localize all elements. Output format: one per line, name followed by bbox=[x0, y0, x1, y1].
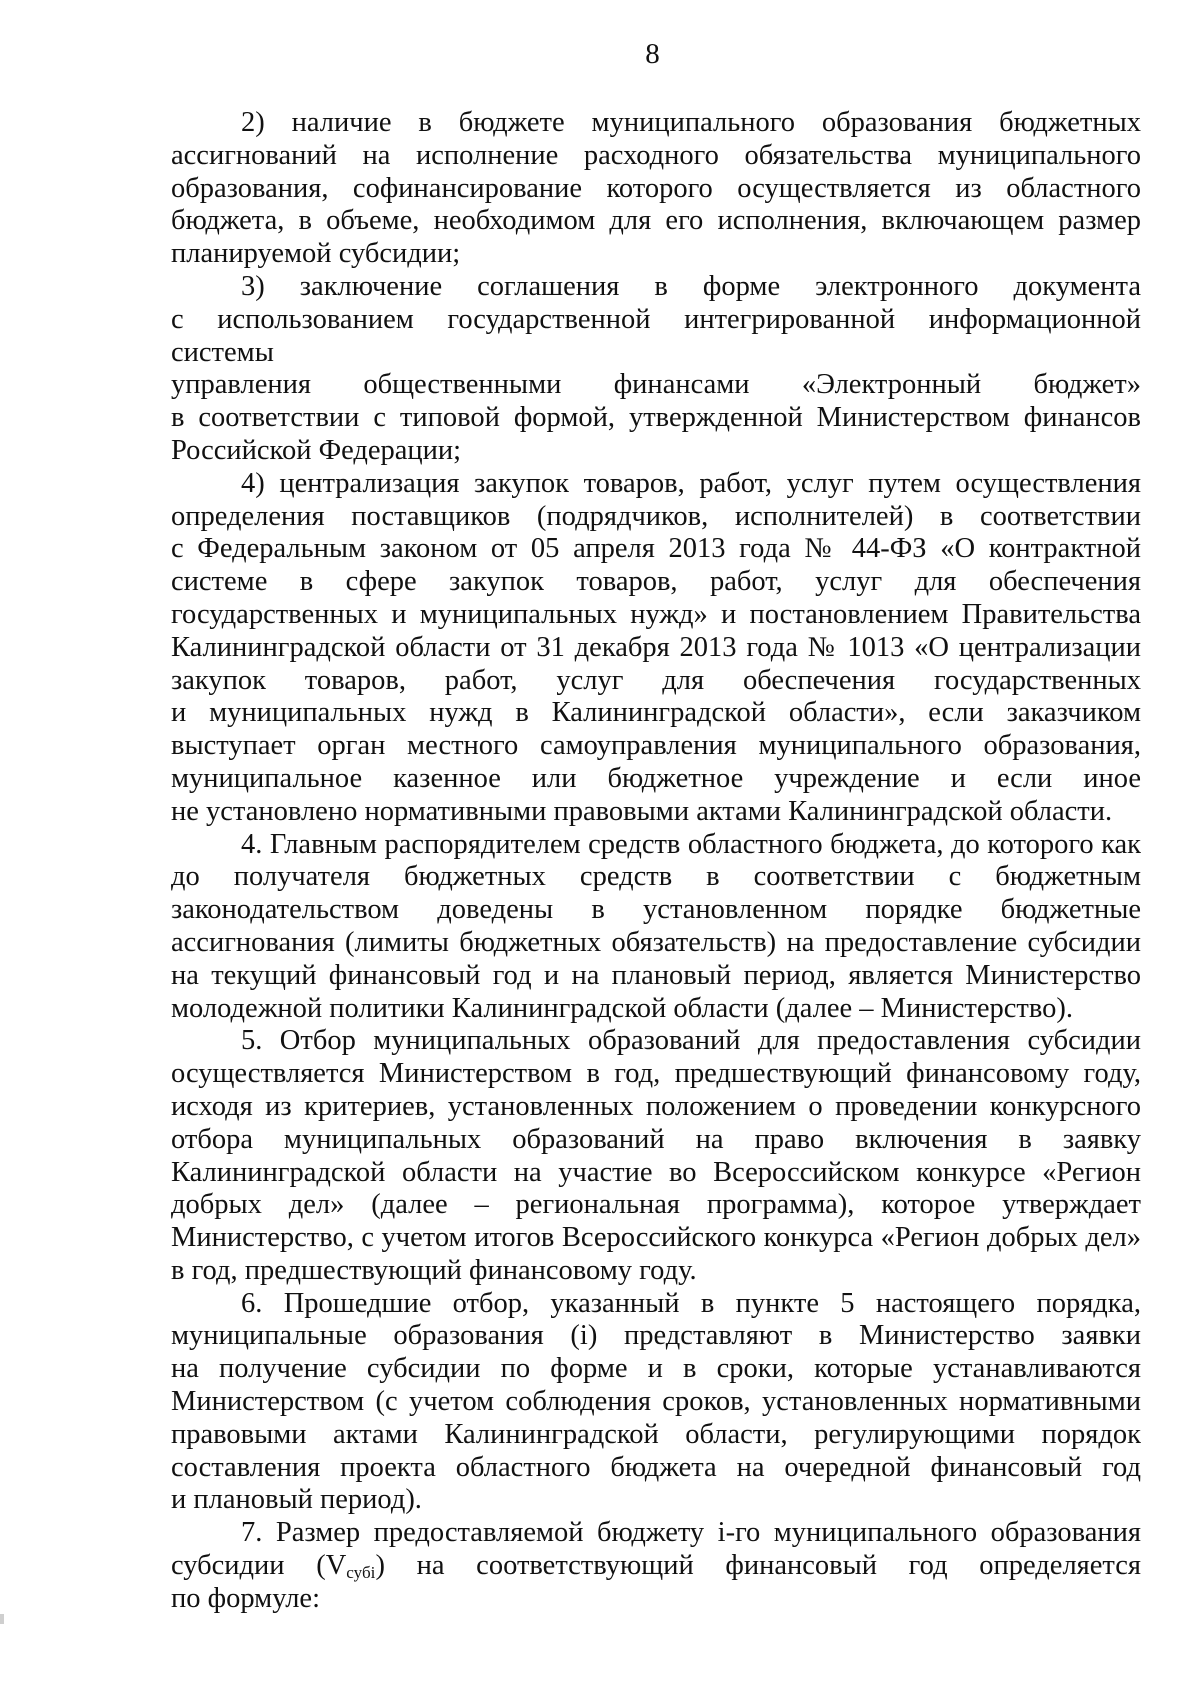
text-line: правовыми актами Калининградской области, регулирующими порядок bbox=[171, 1418, 1141, 1450]
formula-text-before: субсидии (V bbox=[171, 1550, 347, 1582]
paragraph-item-3 bbox=[171, 271, 1141, 468]
text-line: 4. Главным распорядителем средств областного бюджета, до которого как bbox=[241, 828, 1141, 860]
text-line: образования, софинансирование которого осуществляется из областного bbox=[171, 172, 1141, 204]
text-line: управления общественными финансами «Электронный бюджет» bbox=[171, 369, 1141, 401]
text-line: 4) централизация закупок товаров, работ, услуг путем осуществления bbox=[241, 467, 1141, 499]
text-line: с Федеральным законом от 05 апреля 2013 года № 44-ФЗ «О контрактной bbox=[171, 533, 1141, 565]
scan-edge-mark bbox=[0, 1614, 4, 1624]
text-line: и муниципальных нужд в Калининградской области», если заказчиком bbox=[171, 697, 1141, 729]
text-line: законодательством доведены в установленном порядке бюджетные bbox=[171, 894, 1141, 926]
text-line: осуществляется Министерством в год, предшествующий финансовому году, bbox=[171, 1058, 1141, 1090]
text-line: Калининградской области от 31 декабря 2013 года № 1013 «О централизации bbox=[171, 631, 1141, 663]
paragraph-point-6 bbox=[171, 1288, 1141, 1518]
text-line: планируемой субсидии; bbox=[171, 238, 461, 270]
text-line: молодежной политики Калининградской области (далее – Министерство). bbox=[171, 992, 1073, 1024]
text-line: до получателя бюджетных средств в соответствии с бюджетным bbox=[171, 861, 1141, 893]
subsidy-subscript: субi bbox=[346, 1563, 376, 1583]
text-line: государственных и муниципальных нужд» и постановлением Правительства bbox=[171, 598, 1141, 630]
formula-text-after: ) на соответствующий финансовый год определяется bbox=[375, 1550, 1141, 1582]
text-line: Российской Федерации; bbox=[171, 434, 462, 466]
text-line: системе в сфере закупок товаров, работ, услуг для обеспечения bbox=[171, 566, 1141, 598]
paragraph-point-4 bbox=[171, 829, 1141, 1026]
text-line: муниципальные образования (i) представляют в Министерство заявки bbox=[171, 1320, 1141, 1352]
page-number: 8 bbox=[645, 38, 660, 70]
text-line: и плановый период). bbox=[171, 1484, 422, 1516]
text-line: бюджета, в объеме, необходимом для его исполнения, включающем размер bbox=[171, 205, 1141, 237]
text-line: 7. Размер предоставляемой бюджету i-го муниципального образования bbox=[241, 1517, 1141, 1549]
text-line: с использованием государственной интегрированной информационной системы bbox=[171, 303, 1141, 368]
text-line: определения поставщиков (подрядчиков, исполнителей) в соответствии bbox=[171, 500, 1141, 532]
text-line: выступает орган местного самоуправления муниципального образования, bbox=[171, 730, 1141, 762]
paragraph-point-5 bbox=[171, 1025, 1141, 1287]
paragraph-point-7 bbox=[171, 1517, 1141, 1615]
paragraph-item-4 bbox=[171, 468, 1141, 829]
text-line: на получение субсидии по форме и в сроки, которые устанавливаются bbox=[171, 1353, 1141, 1385]
text-line: Калининградской области на участие во Всероссийском конкурсе «Регион bbox=[171, 1156, 1141, 1188]
text-line: добрых дел» (далее – региональная программа), которое утверждает bbox=[171, 1189, 1141, 1221]
formula-intro-line bbox=[171, 1550, 1141, 1583]
text-line: отбора муниципальных образований на право включения в заявку bbox=[171, 1123, 1141, 1155]
text-line: закупок товаров, работ, услуг для обеспечения государственных bbox=[171, 664, 1141, 696]
text-line: 2) наличие в бюджете муниципального образования бюджетных bbox=[241, 107, 1141, 138]
text-line: Министерством (с учетом соблюдения сроков, установленных нормативными bbox=[171, 1386, 1141, 1418]
text-line: муниципальное казенное или бюджетное учреждение и если иное bbox=[171, 762, 1141, 794]
text-line: на текущий финансовый год и на плановый период, является Министерство bbox=[171, 959, 1141, 991]
text-line: ассигнований на исполнение расходного обязательства муниципального bbox=[171, 139, 1141, 171]
text-line: Министерство, с учетом итогов Всероссийского конкурса «Регион добрых дел» bbox=[171, 1222, 1141, 1254]
paragraph-item-2 bbox=[171, 107, 1141, 271]
text-line: не установлено нормативными правовыми актами Калининградской области. bbox=[171, 795, 1113, 827]
text-line: 5. Отбор муниципальных образований для предоставления субсидии bbox=[241, 1025, 1141, 1057]
text-line: по формуле: bbox=[171, 1582, 320, 1614]
text-line: 6. Прошедшие отбор, указанный в пункте 5 настоящего порядка, bbox=[241, 1287, 1141, 1319]
text-line: ассигнования (лимиты бюджетных обязательств) на предоставление субсидии bbox=[171, 926, 1141, 958]
text-line: составления проекта областного бюджета на очередной финансовый год bbox=[171, 1451, 1141, 1483]
text-line: в год, предшествующий финансовому году. bbox=[171, 1254, 697, 1286]
text-line: исходя из критериев, установленных положением о проведении конкурсного bbox=[171, 1090, 1141, 1122]
text-line: 3) заключение соглашения в форме электронного документа bbox=[241, 270, 1141, 302]
document-body bbox=[171, 107, 1141, 1616]
text-line: в соответствии с типовой формой, утвержденной Министерством финансов bbox=[171, 402, 1141, 434]
